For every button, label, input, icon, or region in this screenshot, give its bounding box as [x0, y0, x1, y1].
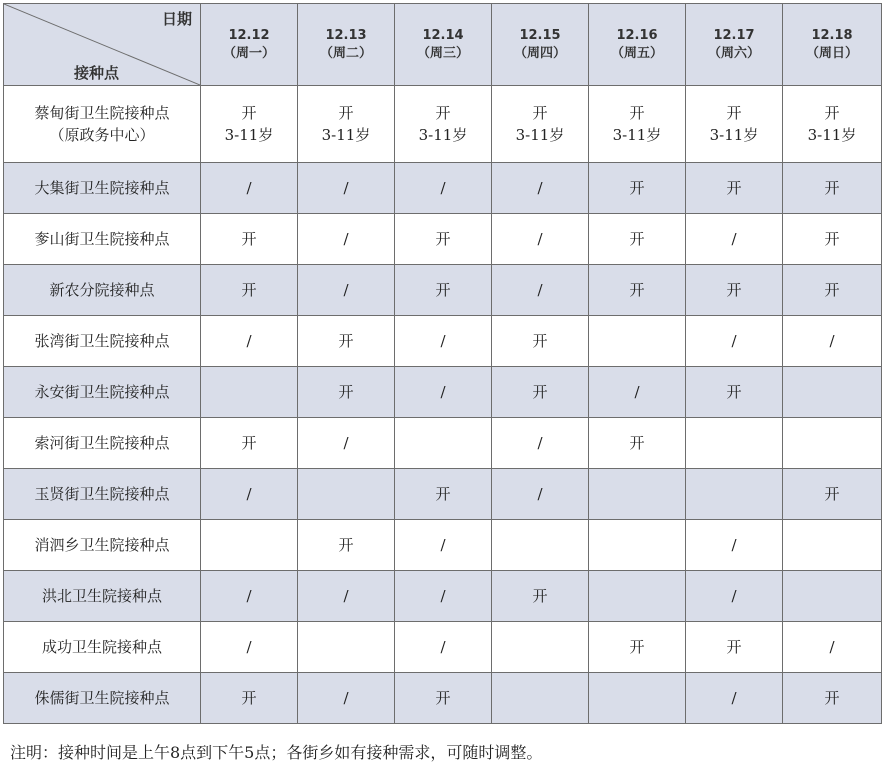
status-text: / [731, 689, 737, 707]
site-name: 大集街卫生院接种点 [34, 179, 170, 197]
table-row [4, 163, 882, 214]
site-name-cell [4, 418, 201, 469]
status-text: 开 [629, 638, 645, 656]
site-name: 新农分院接种点 [49, 281, 155, 299]
day-date: 12.18 [811, 27, 853, 43]
status-text: 开 [629, 281, 645, 299]
status-text: 开 [726, 281, 742, 299]
schedule-cell [589, 163, 686, 214]
schedule-cell [201, 163, 298, 214]
status-text: 开 [629, 230, 645, 248]
status-text: 开 [629, 434, 645, 452]
schedule-body [4, 86, 882, 724]
schedule-cell [783, 673, 882, 724]
status-text: 开 [629, 104, 645, 122]
status-text: / [343, 230, 349, 248]
status-text: 开 [824, 689, 840, 707]
schedule-cell [686, 622, 783, 673]
schedule-cell [589, 469, 686, 520]
status-text: 开 [824, 179, 840, 197]
schedule-cell [201, 622, 298, 673]
schedule-cell [492, 265, 589, 316]
site-name: 洪北卫生院接种点 [41, 587, 162, 605]
status-text: / [537, 179, 543, 197]
site-name-cell [4, 316, 201, 367]
day-weekday: （周日） [805, 45, 858, 61]
schedule-cell [686, 571, 783, 622]
status-text: / [634, 383, 640, 401]
schedule-cell [589, 316, 686, 367]
schedule-cell [395, 163, 492, 214]
date-column-label: 日期 [161, 10, 192, 28]
schedule-cell [298, 469, 395, 520]
status-text: 开 [435, 230, 451, 248]
day-header-1 [201, 4, 298, 86]
status-text: / [440, 383, 446, 401]
site-name: 消泗乡卫生院接种点 [34, 536, 170, 554]
schedule-cell [395, 469, 492, 520]
schedule-cell [783, 265, 882, 316]
day-header-4 [492, 4, 589, 86]
status-text: / [246, 332, 252, 350]
status-text: 开 [435, 689, 451, 707]
schedule-cell [589, 571, 686, 622]
day-date: 12.12 [228, 27, 270, 43]
status-text: / [829, 638, 835, 656]
status-text: 开 [241, 230, 257, 248]
schedule-cell [492, 367, 589, 418]
schedule-cell [589, 520, 686, 571]
schedule-cell [686, 520, 783, 571]
schedule-cell [395, 622, 492, 673]
schedule-cell [589, 86, 686, 163]
table-row [4, 622, 882, 673]
status-text: / [440, 638, 446, 656]
site-name: 奓山街卫生院接种点 [34, 230, 170, 248]
schedule-cell [298, 622, 395, 673]
status-text: / [731, 230, 737, 248]
day-weekday: （周一） [222, 45, 275, 61]
status-text: 开 [532, 332, 548, 350]
schedule-cell [201, 520, 298, 571]
schedule-cell [395, 418, 492, 469]
day-weekday: （周二） [319, 45, 372, 61]
status-text: / [343, 434, 349, 452]
day-date: 12.17 [713, 27, 755, 43]
status-text: / [343, 587, 349, 605]
table-row [4, 418, 882, 469]
day-weekday: （周六） [707, 45, 760, 61]
footnote: 注明：接种时间是上午8点到下午5点；各街乡如有接种需求，可随时调整。 [10, 743, 543, 762]
schedule-cell [201, 265, 298, 316]
site-name-cell [4, 673, 201, 724]
schedule-cell [201, 418, 298, 469]
age-range-text: 3-11岁 [515, 126, 565, 144]
status-text: / [440, 332, 446, 350]
site-name-cell [4, 469, 201, 520]
schedule-cell [201, 86, 298, 163]
schedule-cell [395, 367, 492, 418]
schedule-cell [298, 673, 395, 724]
site-name-cell [4, 367, 201, 418]
day-header-2 [298, 4, 395, 86]
site-name-cell [4, 214, 201, 265]
table-row [4, 214, 882, 265]
status-text: 开 [532, 383, 548, 401]
table-row [4, 86, 882, 163]
schedule-cell [783, 163, 882, 214]
age-range-text: 3-11岁 [321, 126, 371, 144]
status-text: 开 [241, 434, 257, 452]
schedule-cell [298, 214, 395, 265]
table-row [4, 316, 882, 367]
day-weekday: （周四） [513, 45, 566, 61]
site-name-cell [4, 163, 201, 214]
schedule-cell [201, 571, 298, 622]
schedule-cell [298, 163, 395, 214]
schedule-cell [589, 673, 686, 724]
schedule-cell [589, 418, 686, 469]
status-text: 开 [726, 383, 742, 401]
status-text: / [731, 332, 737, 350]
day-header-7 [783, 4, 882, 86]
day-date: 12.15 [519, 27, 561, 43]
schedule-cell [783, 622, 882, 673]
status-text: 开 [824, 281, 840, 299]
schedule-cell [395, 520, 492, 571]
table-row [4, 265, 882, 316]
schedule-cell [686, 163, 783, 214]
schedule-cell [201, 316, 298, 367]
status-text: / [246, 587, 252, 605]
site-name: 蔡甸街卫生院接种点 [34, 104, 170, 122]
status-text: / [343, 281, 349, 299]
day-date: 12.14 [422, 27, 464, 43]
schedule-cell [395, 316, 492, 367]
schedule-cell [201, 673, 298, 724]
day-date: 12.13 [325, 27, 367, 43]
status-text: / [440, 536, 446, 554]
status-text: 开 [241, 104, 257, 122]
age-range-text: 3-11岁 [418, 126, 468, 144]
vaccination-schedule-table [3, 3, 882, 724]
schedule-cell [589, 265, 686, 316]
status-text: 开 [824, 104, 840, 122]
schedule-cell [783, 86, 882, 163]
day-weekday: （周五） [610, 45, 663, 61]
status-text: 开 [726, 638, 742, 656]
status-text: 开 [435, 281, 451, 299]
schedule-cell [395, 571, 492, 622]
schedule-cell [492, 469, 589, 520]
schedule-cell [783, 469, 882, 520]
site-row-label: 接种点 [74, 64, 120, 82]
site-name-cell [4, 86, 201, 163]
table-row [4, 367, 882, 418]
schedule-cell [783, 571, 882, 622]
schedule-cell [395, 86, 492, 163]
schedule-cell [783, 316, 882, 367]
site-name: 玉贤街卫生院接种点 [34, 485, 170, 503]
status-text: 开 [241, 689, 257, 707]
table-row [4, 571, 882, 622]
schedule-cell [686, 214, 783, 265]
status-text: 开 [629, 179, 645, 197]
schedule-cell [686, 367, 783, 418]
status-text: / [829, 332, 835, 350]
status-text: / [537, 281, 543, 299]
schedule-cell [686, 265, 783, 316]
age-range-text: 3-11岁 [612, 126, 662, 144]
site-name: 侏儒街卫生院接种点 [34, 689, 170, 707]
schedule-cell [783, 367, 882, 418]
schedule-cell [492, 86, 589, 163]
status-text: 开 [532, 104, 548, 122]
schedule-cell [686, 86, 783, 163]
table-row [4, 520, 882, 571]
schedule-cell [395, 214, 492, 265]
site-name-cell [4, 520, 201, 571]
day-header-3 [395, 4, 492, 86]
schedule-cell [589, 214, 686, 265]
status-text: 开 [435, 104, 451, 122]
schedule-cell [589, 367, 686, 418]
schedule-cell [783, 418, 882, 469]
status-text: / [731, 536, 737, 554]
schedule-cell [686, 469, 783, 520]
status-text: / [440, 179, 446, 197]
status-text: 开 [241, 281, 257, 299]
schedule-cell [492, 418, 589, 469]
day-weekday: （周三） [416, 45, 469, 61]
schedule-cell [492, 214, 589, 265]
schedule-cell [298, 367, 395, 418]
schedule-cell [395, 265, 492, 316]
schedule-cell [298, 571, 395, 622]
site-name: 索河街卫生院接种点 [34, 434, 170, 452]
schedule-cell [589, 622, 686, 673]
status-text: 开 [824, 230, 840, 248]
status-text: 开 [338, 383, 354, 401]
status-text: / [731, 587, 737, 605]
schedule-cell [783, 520, 882, 571]
status-text: / [537, 230, 543, 248]
schedule-cell [492, 622, 589, 673]
schedule-cell [298, 265, 395, 316]
schedule-cell [686, 673, 783, 724]
site-name: 成功卫生院接种点 [41, 638, 162, 656]
schedule-cell [298, 86, 395, 163]
age-range-text: 3-11岁 [807, 126, 857, 144]
header-row [4, 4, 882, 86]
site-subname: （原政务中心） [49, 126, 155, 144]
status-text: 开 [338, 332, 354, 350]
schedule-cell [298, 418, 395, 469]
age-range-text: 3-11岁 [224, 126, 274, 144]
corner-header [4, 4, 201, 86]
status-text: / [246, 638, 252, 656]
day-date: 12.16 [616, 27, 658, 43]
site-name: 张湾街卫生院接种点 [34, 332, 170, 350]
schedule-cell [298, 520, 395, 571]
schedule-cell [783, 214, 882, 265]
status-text: / [537, 434, 543, 452]
table-row [4, 469, 882, 520]
status-text: / [537, 485, 543, 503]
schedule-cell [686, 316, 783, 367]
status-text: 开 [532, 587, 548, 605]
site-name-cell [4, 622, 201, 673]
status-text: 开 [726, 179, 742, 197]
day-header-6 [686, 4, 783, 86]
status-text: / [246, 179, 252, 197]
schedule-cell [492, 520, 589, 571]
schedule-cell [298, 316, 395, 367]
status-text: / [343, 179, 349, 197]
age-range-text: 3-11岁 [709, 126, 759, 144]
status-text: / [440, 587, 446, 605]
status-text: / [246, 485, 252, 503]
site-name-cell [4, 571, 201, 622]
schedule-cell [492, 571, 589, 622]
schedule-cell [395, 673, 492, 724]
status-text: 开 [338, 104, 354, 122]
schedule-cell [492, 316, 589, 367]
status-text: 开 [726, 104, 742, 122]
status-text: 开 [824, 485, 840, 503]
status-text: / [343, 689, 349, 707]
schedule-cell [201, 469, 298, 520]
schedule-cell [492, 673, 589, 724]
status-text: 开 [435, 485, 451, 503]
table-row [4, 673, 882, 724]
schedule-cell [201, 367, 298, 418]
status-text: 开 [338, 536, 354, 554]
day-header-5 [589, 4, 686, 86]
site-name: 永安街卫生院接种点 [34, 383, 170, 401]
site-name-cell [4, 265, 201, 316]
schedule-cell [201, 214, 298, 265]
schedule-cell [492, 163, 589, 214]
schedule-cell [686, 418, 783, 469]
